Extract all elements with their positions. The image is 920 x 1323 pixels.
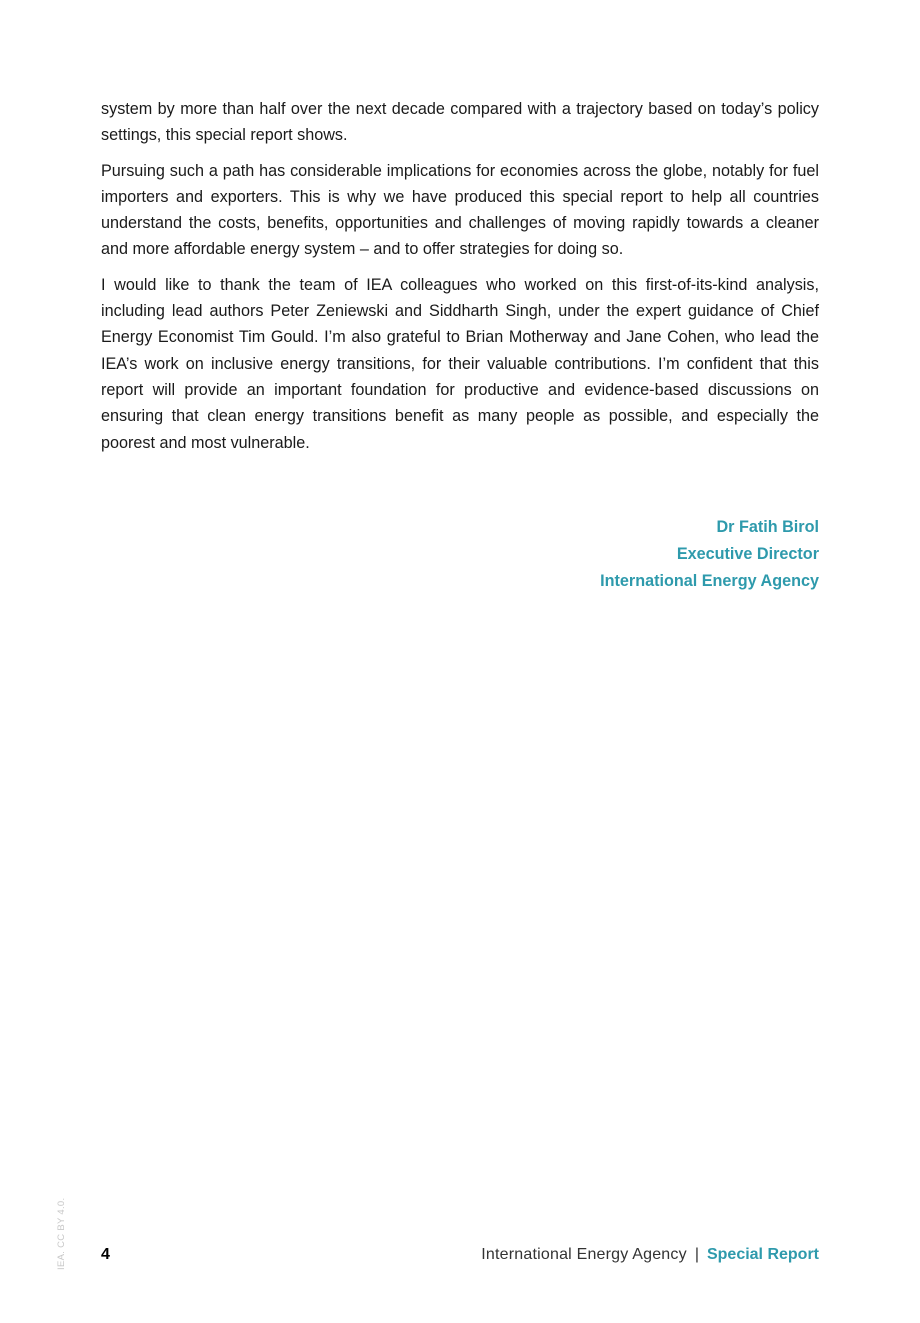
signatory-name: Dr Fatih Birol <box>716 518 819 536</box>
page-number: 4 <box>101 1246 110 1263</box>
paragraph-acknowledgements: I would like to thank the team of IEA colleagues who worked on this first-of-its-kind analysis, including lead authors Peter Zeniewski and Siddharth Singh, under the expert guidance of Chief Energy Economist Tim Gould. I’m also grateful to Brian Motherway and Jane Cohen, who lead the IEA’s work on inclusive energy transitions, for their valuable contributions. I’m confident that this report will provide an important foundation for productive and evidence-based discussions on ensuring that clean energy transitions benefit as many people as possible, and especially the poorest and most vulnerable. <box>101 275 819 452</box>
footer-report-label <box>481 1246 819 1264</box>
signatory-organization: International Energy Agency <box>600 572 819 590</box>
footer-publisher: International Energy Agency <box>481 1246 687 1263</box>
footer-report-type: Special Report <box>706 1246 819 1263</box>
license-notice: IEA. CC BY 4.0. <box>56 1197 67 1270</box>
paragraph-intro-continuation: system by more than half over the next decade compared with a trajectory based on today’s policy settings, this special report shows. <box>101 100 819 145</box>
footer-separator: | <box>694 1246 699 1263</box>
main-content <box>101 96 819 465</box>
signature-block <box>600 514 819 595</box>
paragraph-implications: Pursuing such a path has considerable implications for economies across the globe, notably for fuel importers and exporters. This is why we have produced this special report to help all countries understand the costs, benefits, opportunities and challenges of moving rapidly towards a cleaner and more affordable energy system – and to offer strategies for doing so. <box>101 161 819 259</box>
signatory-title: Executive Director <box>676 545 819 563</box>
page-footer <box>101 1246 819 1270</box>
